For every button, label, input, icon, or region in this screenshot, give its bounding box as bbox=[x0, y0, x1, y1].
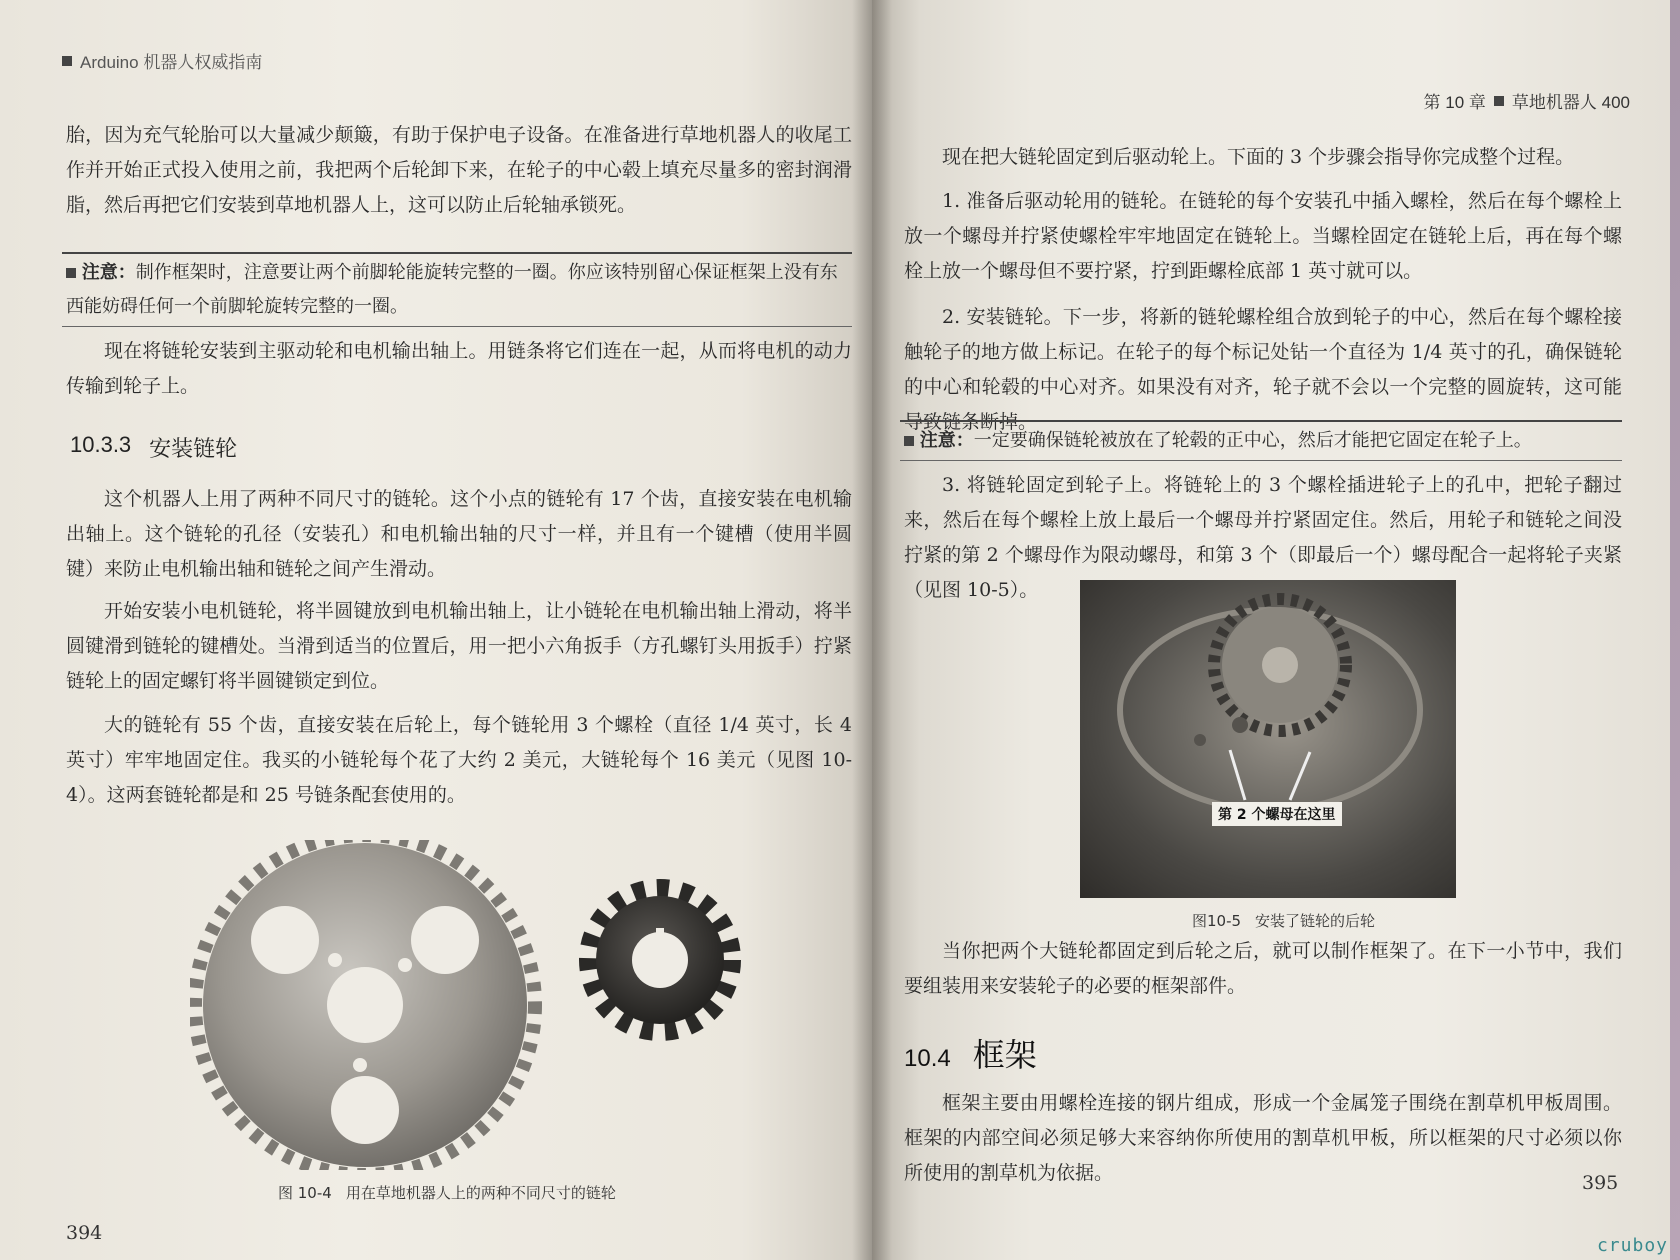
paragraph: 框架主要由用螺栓连接的钢片组成，形成一个金属笼子围绕在割草机甲板周围。框架的内部空间必须足够大来容纳你所使用的割草机甲板，所以框架的尺寸必须以你所使用的割草机为依据。 bbox=[904, 1092, 1622, 1184]
paragraph: 现在把大链轮固定到后驱动轮上。下面的 3 个步骤会指导你完成整个过程。 bbox=[942, 146, 1575, 168]
square-bullet-icon bbox=[66, 268, 76, 278]
paragraph: 这个机器人上用了两种不同尺寸的链轮。这个小点的链轮有 17 个齿，直接安装在电机输出轴上。这个链轮的孔径（安装孔）和电机输出轴的尺寸一样，并且有一个键槽（使用半圆键）来防止电机输出轴和链轮之间产生滑动。 bbox=[66, 488, 852, 580]
large-sprocket bbox=[195, 840, 535, 1170]
note-text: 一定要确保链轮被放在了轮毂的正中心，然后才能把它固定在轮子上。 bbox=[973, 430, 1532, 451]
square-bullet-icon bbox=[62, 56, 72, 66]
paragraph: 当你把两个大链轮都固定到后轮之后，就可以制作框架了。在下一小节中，我们要组装用来安装轮子的必要的框架部件。 bbox=[904, 940, 1622, 997]
note-label: 注意： bbox=[919, 430, 974, 451]
section-number: 10.3.3 bbox=[70, 432, 132, 457]
book-title: Arduino 机器人权威指南 bbox=[80, 53, 263, 72]
wheel-photo bbox=[1080, 580, 1456, 898]
figure-number: 图 10-4 bbox=[278, 1184, 332, 1202]
small-sprocket bbox=[588, 888, 732, 1032]
square-bullet-icon bbox=[1494, 96, 1504, 106]
figure-caption bbox=[278, 1182, 616, 1203]
paragraph: 胎，因为充气轮胎可以大量减少颠簸，有助于保护电子设备。在准备进行草地机器人的收尾工作并开始正式投入使用之前，我把两个后轮卸下来，在轮子的中心毂上填充尽量多的密封润滑脂，然后再把它们安装到草地机器人上，这可以防止后轮轴承锁死。 bbox=[66, 124, 852, 216]
figure-caption bbox=[1192, 910, 1375, 931]
note-label: 注意： bbox=[81, 262, 136, 283]
step-paragraph: 3. 将链轮固定到轮子上。将链轮上的 3 个螺栓插进轮子上的孔中，把轮子翻过来，然后在每个螺栓上放上最后一个螺母并拧紧固定住。然后，用轮子和链轮之间没拧紧的第 2 个螺母作为限动螺母，和第 3 个（即最后一个）螺母配合一起将轮子夹紧（见图 10-5）。 bbox=[904, 474, 1622, 601]
figure-number: 图10-5 bbox=[1192, 912, 1242, 930]
step-paragraph: 1. 准备后驱动轮用的链轮。在链轮的每个安装孔中插入螺栓，然后在每个螺栓上放一个螺母并拧紧使螺栓牢牢地固定在链轮上。当螺栓固定在链轮上后，再在每个螺栓上放一个螺母但不要拧紧，拧到距螺栓底部 1 英寸就可以。 bbox=[904, 190, 1622, 282]
chapter-label: 第 10 章 bbox=[1423, 93, 1486, 112]
note-box bbox=[62, 252, 852, 327]
note-text: 制作框架时，注意要让两个前脚轮能旋转完整的一圈。你应该特别留心保证框架上没有东西能妨碍任何一个前脚轮旋转完整的一圈。 bbox=[66, 262, 838, 317]
section-heading bbox=[70, 432, 237, 463]
page-number: 394 bbox=[66, 1222, 103, 1244]
section-number: 10.4 bbox=[904, 1045, 951, 1072]
wheel-sprocket-illustration bbox=[1080, 580, 1456, 898]
section-heading bbox=[904, 1030, 1037, 1076]
section-title: 框架 bbox=[972, 1037, 1037, 1073]
running-header-right bbox=[1424, 88, 1630, 113]
book-gutter bbox=[852, 0, 892, 1260]
running-header-left bbox=[62, 48, 262, 73]
watermark: cruboy bbox=[1596, 1235, 1668, 1256]
page-number: 395 bbox=[1582, 1172, 1619, 1194]
note-box bbox=[900, 420, 1622, 461]
figure-caption-text: 用在草地机器人上的两种不同尺寸的链轮 bbox=[345, 1184, 616, 1202]
photo-annotation: 第 2 个螺母在这里 bbox=[1212, 802, 1342, 826]
step-paragraph: 2. 安装链轮。下一步，将新的链轮螺栓组合放到轮子的中心，然后在每个螺栓接触轮子的地方做上标记。在轮子的每个标记处钻一个直径为 1/4 英寸的孔，确保链轮的中心和轮毂的中心对齐。如果没有对齐，轮子就不会以一个完整的圆旋转，这可能导致链条断掉。 bbox=[904, 306, 1622, 433]
figure-caption-text: 安装了链轮的后轮 bbox=[1255, 912, 1376, 930]
paragraph: 大的链轮有 55 个齿，直接安装在后轮上，每个链轮用 3 个螺栓（直径 1/4 英寸，长 4 英寸）牢牢地固定住。我买的小链轮每个花了大约 2 美元，大链轮每个 16 美元（见图 10-4）。这两套链轮都是和 25 号链条配套使用的。 bbox=[66, 714, 852, 806]
section-title: 安装链轮 bbox=[149, 436, 238, 461]
square-bullet-icon bbox=[904, 436, 914, 446]
paragraph: 现在将链轮安装到主驱动轮和电机输出轴上。用链条将它们连在一起，从而将电机的动力传输到轮子上。 bbox=[66, 340, 852, 397]
sprockets-figure bbox=[190, 840, 770, 1170]
chapter-title: 草地机器人 400 bbox=[1511, 93, 1630, 112]
paragraph: 开始安装小电机链轮，将半圆键放到电机输出轴上，让小链轮在电机输出轴上滑动，将半圆键滑到链轮的键槽处。当滑到适当的位置后，用一把小六角扳手（方孔螺钉头用扳手）拧紧链轮上的固定螺钉将半圆键锁定到位。 bbox=[66, 600, 852, 692]
